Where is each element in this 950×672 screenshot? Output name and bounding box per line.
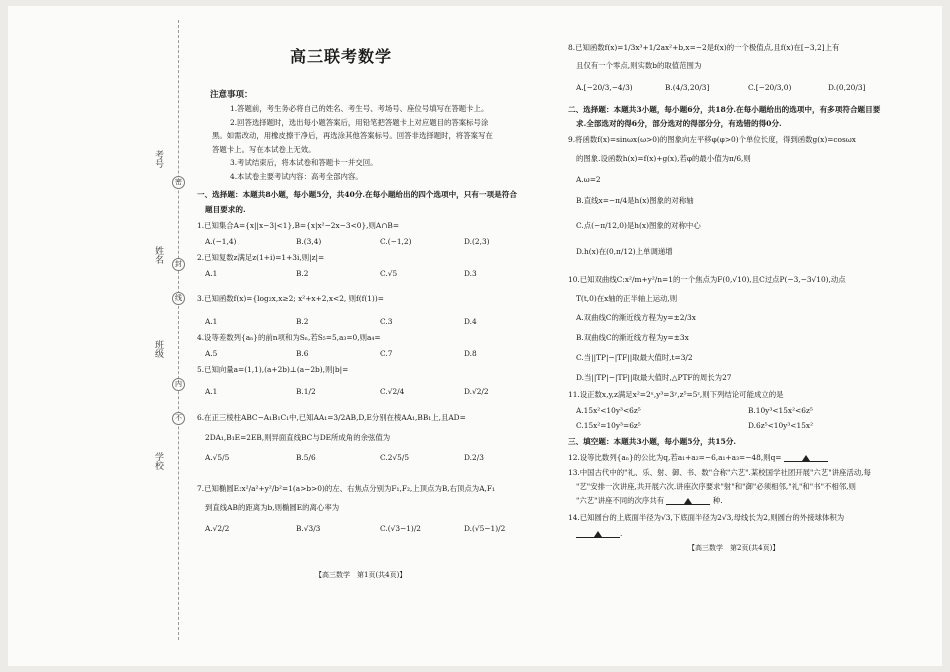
question-10: 10.已知双曲线C:x²/m+y²/n=1的一个焦点为F(0,√10),且C过点P(−3,−3√10),动点 [568,275,846,284]
notice-line: 2.回答选择题时，选出每小题答案后，用铅笔把答题卡上对应题目的答案标号涂 [230,117,489,127]
seal-mark: 不 [172,412,185,425]
option: D.6z⁵<10y³<15x² [748,421,814,430]
option: B.√3/3 [296,524,321,533]
option: B.10y³<15x²<6z⁵ [748,406,813,415]
option: C.(√3−1)/2 [380,524,422,533]
seal-mark: 内 [172,378,185,391]
question-13-text: "六艺"讲座不同的次序共有 [576,496,665,505]
option: B.直线x=−π/4是h(x)图象的对称轴 [576,196,694,205]
option: D.√2/2 [464,387,489,396]
section-heading: 三、填空题：本题共3小题，每小题5分，共15分. [568,437,737,446]
answer-blank [784,454,828,462]
option: A.√2/2 [205,524,230,533]
triangle-icon [802,455,810,461]
option: B.2 [296,269,309,278]
notice-line: 3.考试结束后，将本试卷和答题卡一并交回。 [230,158,378,168]
page-title: 高三联考数学 [290,47,393,66]
question-6: 6.在正三棱柱ABC−A₁B₁C₁中,已知AA₁=3/2AB,D,E分别在棱AA₁,BB₁上,且AD= [197,413,466,422]
option: B.(3,4) [296,237,322,246]
seal-mark: 密 [172,176,185,189]
option: B.1/2 [296,387,316,396]
question-9-cont: 的图象.设函数h(x)=f(x)+g(x),若φ的最小值为π/6,则 [576,154,751,163]
section-heading: 一、选择题：本题共8小题，每小题5分，共40分.在每小题给出的四个选项中，只有一项是符合 [197,190,517,199]
page-footer: 【高三数学 第1页(共4页)】 [315,571,407,579]
class-label: 班级 [153,340,163,358]
triangle-icon [684,498,692,504]
question-13: 13.中国古代中的"礼、乐、射、御、书、数"合称"六艺".某校国学社团开展"六艺"讲座活动,每 [568,468,871,477]
exam-no-label: 考号 [153,150,163,168]
question-9: 9.将函数f(x)=sinωx(ω>0)的图象向左平移φ(φ>0)个单位长度，得到函数g(x)=cosωx [568,135,856,144]
option: C.3 [380,317,393,326]
option: C.7 [380,349,393,358]
option: A.1 [205,269,218,278]
option: C.√2/4 [380,387,405,396]
option: A.1 [205,387,218,396]
question-11: 11.设正数x,y,z满足x²=2ˣ,y³=3ʸ,z⁵=5ᶻ,则下列结论可能成立的是 [568,390,784,399]
section-heading: 题目要求的. [205,205,246,214]
option: C.[−20/3,0) [748,83,792,92]
option: C.点(−π/12,0)是h(x)图象的对称中心 [576,221,701,230]
option: C.当||TP|−|TF||取最大值时,t=3/2 [576,353,693,362]
section-heading: 求.全部选对的得6分，部分选对的得部分分，有选错的得0分. [576,119,782,128]
name-label: 姓名 [153,246,163,264]
notice-line: 答题卡上。写在本试卷上无效。 [212,144,316,154]
option: A.5 [205,349,218,358]
option: B.5/6 [296,453,316,462]
option: D.(2,3) [464,237,490,246]
notice-line: 4.本试卷主要考试内容：高考全部内容。 [230,171,363,181]
option: A.(−1,4) [205,237,237,246]
question-6-cont: 2DA₁,B₁E=2EB,则异面直线BC与DE所成角的余弦值为 [205,433,391,442]
question-3: 3.已知函数f(x)={log₂x,x≥2; x²+x+2,x<2, 则f(f(1))= [197,294,384,303]
question-14: 14.已知圆台的上底面半径为√3,下底面半径为2√3,母线长为2,则圆台的外接球体积为 [568,513,845,522]
option: A.ω=2 [576,175,601,184]
question-13-cont [576,497,723,505]
question-12-text: 12.设等比数列{aₙ}的公比为q,若a₁+a₂=−6,a₁+a₃=−48,则q= [568,453,782,462]
notice-line: 黑。如需改动，用橡皮擦干净后，再选涂其他答案标号。回答非选择题时，将答案写在 [212,131,493,141]
option: C.(−1,2) [380,237,412,246]
question-7-cont: 到直线AB的距离为b,则椭圆E的离心率为 [205,503,340,512]
notice-line: 1.答题前，考生务必将自己的姓名、考生号、考场号、座位号填写在答题卡上。 [230,104,489,113]
option: A.15x²<10y³<6z⁵ [576,406,641,415]
option: D.当||TP|−|TF||取最大值时,△PTF的周长为27 [576,373,732,382]
option: A.双曲线C的渐近线方程为y=±2/3x [576,313,696,322]
option: B.6 [296,349,309,358]
option: B.双曲线C的渐近线方程为y=±3x [576,333,689,342]
option: B.(4/3,20/3] [665,83,710,92]
option: D.4 [464,317,477,326]
question-5: 5.已知向量a=(1,1),(a+2b)⊥(a−2b),则|b|= [197,365,349,374]
question-2: 2.已知复数z满足z(1+i)=1+3i,则|z|= [197,253,325,262]
option: D.2/3 [464,453,484,462]
seal-mark: 线 [172,292,185,305]
option: D.(0,20/3] [828,83,866,92]
question-8: 8.已知函数f(x)=1/3x³+1/2ax²+b,x=−2是f(x)的一个极值点,且f(x)在[−3,2]上有 [568,43,840,52]
option: C.√5 [380,269,398,278]
option: A.√5/5 [205,453,230,462]
question-12 [568,454,828,462]
triangle-icon [594,531,602,537]
option: D.8 [464,349,477,358]
page-footer: 【高三数学 第2页(共4页)】 [688,544,780,552]
question-13-cont: "艺"安排一次讲座,共开展六次.讲座次序要求"射"和"御"必须相邻,"礼"和"书"不相邻,则 [576,482,856,491]
section-heading: 二、选择题：本题共3小题，每小题6分，共18分.在每小题给出的选项中，有多项符合题目要 [568,105,881,114]
option: D.h(x)在(0,π/12)上单调递增 [576,247,673,256]
option: C.15x²=10y³=6z⁵ [576,421,641,430]
answer-blank [666,497,710,505]
option: C.2√5/5 [380,453,410,462]
notice-heading: 注意事项： [210,90,253,100]
option: A.1 [205,317,218,326]
question-13-tail: 种. [712,496,723,505]
option: D.(√5−1)/2 [464,524,506,533]
question-4: 4.设等差数列{aₙ}的前n项和为Sₙ,若S₅=5,a₃=0,则a₄= [197,333,381,342]
answer-blank [576,530,620,538]
question-1: 1.已知集合A={x||x−3|<1},B={x|x²−2x−3<0},则A∩B= [197,221,400,230]
question-7: 7.已知椭圆E:x²/a²+y²/b²=1(a>b>0)的左、右焦点分别为F₁,F₂,上顶点为B,右顶点为A,F₁ [197,484,495,493]
question-14-cont: . [576,530,622,538]
school-label: 学校 [153,452,163,470]
seal-mark: 封 [172,258,185,271]
option: B.2 [296,317,309,326]
option: D.3 [464,269,477,278]
question-8-cont: 且仅有一个零点,则实数b的取值范围为 [576,61,702,70]
option: A.[−20/3,−4/3) [576,83,633,92]
question-10-cont: T(t,0)在x轴的正半轴上运动,则 [576,294,678,303]
